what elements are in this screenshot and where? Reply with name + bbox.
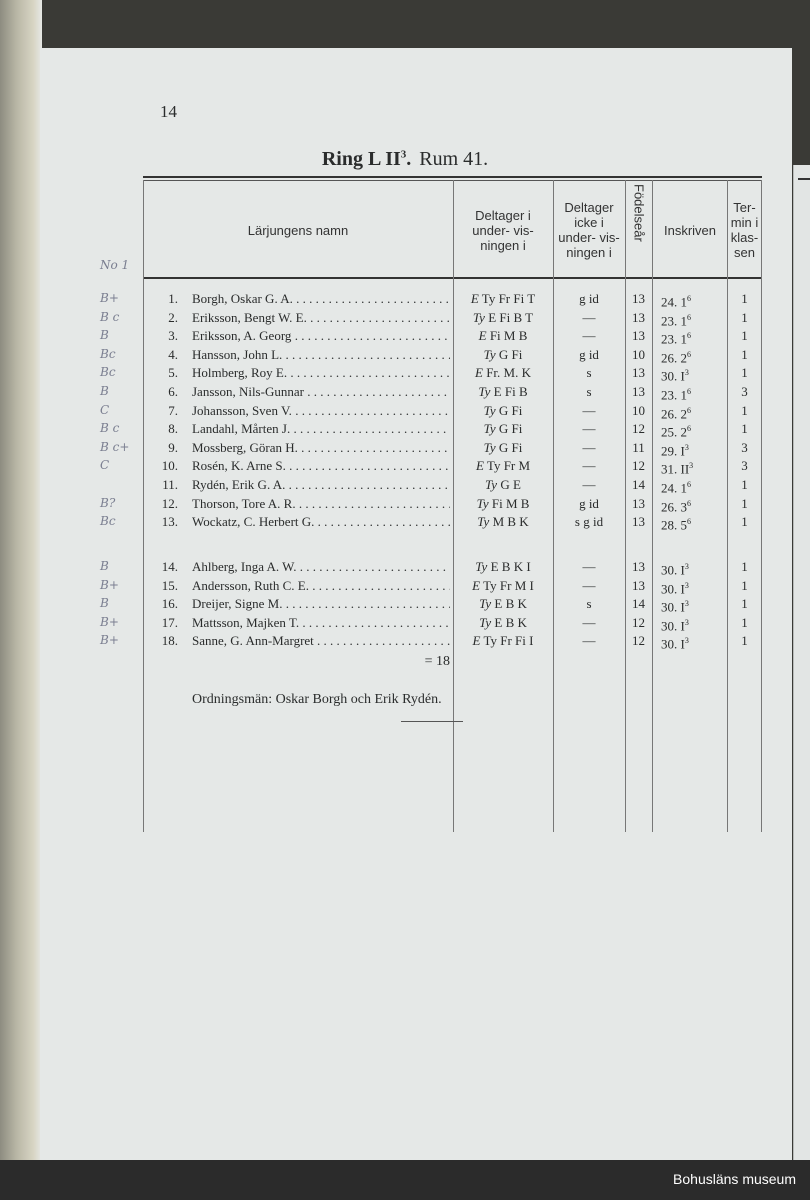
birth-year: 13: [632, 328, 645, 344]
total-count: = 18: [424, 654, 450, 669]
enrolled: 28. $5^6$: [661, 517, 691, 533]
student-table: [143, 176, 762, 832]
enrolled: 30. $I^3$: [661, 617, 689, 634]
student-name: Hansson, John L. . . .: [192, 345, 450, 364]
term: 1: [741, 365, 748, 381]
subjects: Ty Fi M B: [476, 495, 530, 511]
subjects: E Fi M B: [478, 328, 528, 344]
term: 1: [741, 514, 748, 530]
next-page-edge: [793, 165, 810, 1160]
subjects: Ty G E: [485, 477, 521, 492]
term: 1: [741, 328, 748, 344]
student-name: Mattsson, Majken T. . . .: [192, 613, 450, 632]
term: 1: [741, 633, 748, 649]
grade-handwriting: B c: [100, 421, 120, 436]
enrolled: 29. $I^3$: [661, 442, 689, 459]
row-number: 10.: [161, 458, 178, 474]
subjects: E Ty Fr Fi I: [472, 633, 534, 649]
birth-year: 10: [632, 346, 645, 362]
grade-handwriting: B+: [100, 633, 119, 648]
term: 3: [741, 458, 748, 474]
subjects: Ty E B K I: [475, 559, 531, 574]
grade-handwriting: B: [100, 559, 109, 573]
row-number: 18.: [161, 633, 178, 649]
table-row: [143, 494, 762, 513]
excluded-subjects: g id: [579, 495, 599, 511]
birth-year: 13: [632, 309, 645, 325]
student-name: Thorson, Tore A. R. . . .: [192, 494, 450, 513]
table-row: [143, 382, 762, 401]
excluded-subjects: —: [582, 614, 596, 630]
enrolled: 24. $1^6$: [661, 294, 691, 310]
student-name: Dreijer, Signe M. . . .: [192, 594, 450, 613]
table-row: [143, 401, 762, 420]
student-name: Holmberg, Roy E. . . .: [192, 363, 450, 382]
table-row: [143, 576, 762, 595]
excluded-subjects: s g id: [574, 514, 604, 530]
term: 3: [741, 439, 748, 455]
term: 1: [741, 291, 748, 306]
subjects: E Ty Fr M: [475, 458, 531, 474]
term: 3: [741, 384, 748, 399]
excluded-subjects: —: [582, 458, 596, 474]
row-number: 14.: [161, 559, 178, 574]
term: 1: [741, 559, 748, 574]
enrolled: 30. $I^3$: [661, 562, 689, 578]
table-row: [143, 613, 762, 632]
table-row: [143, 631, 762, 650]
birth-year: 14: [632, 596, 645, 612]
birth-year: 11: [632, 439, 645, 455]
enrolled: 26. $2^6$: [661, 349, 691, 366]
museum-credit: Bohusläns museum: [673, 1171, 796, 1187]
birth-year: 13: [632, 559, 645, 574]
enrolled: 30. $I^3$: [661, 636, 689, 652]
row-number: 2.: [168, 309, 178, 325]
grade-handwriting: Bc: [100, 514, 116, 529]
excluded-subjects: s: [586, 596, 592, 612]
enrolled: 23. $1^6$: [661, 312, 691, 328]
row-number: 16.: [161, 596, 178, 612]
student-name: Landahl, Mårten J. . . .: [192, 419, 450, 438]
subjects: Ty G Fi: [483, 439, 523, 455]
student-name: Rydén, Erik G. A. . . .: [192, 475, 450, 494]
enrolled: 26. $2^6$: [661, 405, 691, 421]
table-row: [143, 512, 762, 531]
student-name: Ahlberg, Inga A. W. . . .: [192, 557, 450, 576]
row-number: 17.: [161, 614, 178, 630]
grade-handwriting: B c: [100, 309, 120, 324]
book-spine: [0, 0, 42, 1160]
row-number: 7.: [168, 402, 178, 418]
table-row: [143, 363, 762, 382]
subjects: Ty M B K: [477, 514, 529, 530]
term: 1: [741, 596, 748, 612]
table-row: [143, 475, 762, 494]
row-number: 1.: [168, 291, 178, 306]
enrolled: 30. $I^3$: [661, 599, 689, 615]
student-name: Sanne, G. Ann-Margret . . .: [192, 631, 450, 650]
row-number: 8.: [168, 421, 178, 437]
enrolled: 26. $3^6$: [661, 498, 691, 514]
enrolled: 23. $1^6$: [661, 387, 691, 403]
student-name: Andersson, Ruth C. E. . . .: [192, 576, 450, 595]
table-row: [143, 308, 762, 327]
birth-year: 13: [632, 365, 645, 381]
header-name: Lärjungens namn: [247, 222, 349, 238]
excluded-subjects: s: [586, 384, 592, 399]
subjects: Ty G Fi: [483, 346, 523, 362]
excluded-subjects: s: [586, 365, 592, 381]
term: 1: [741, 346, 748, 362]
excluded-subjects: —: [582, 477, 596, 492]
excluded-subjects: —: [582, 328, 596, 344]
student-name: Jansson, Nils-Gunnar . . .: [192, 382, 450, 401]
page-number: 14: [160, 102, 177, 121]
birth-year: 12: [632, 458, 645, 474]
subjects: Ty E Fi B: [478, 384, 528, 399]
header-participates: Deltager i under- vis- ningen i: [472, 207, 534, 253]
table-row: [143, 289, 762, 308]
student-name: Rosén, K. Arne S. . . .: [192, 456, 450, 475]
subjects: E Ty Fr Fi T: [470, 291, 536, 306]
birth-year: 13: [632, 577, 645, 593]
table-row: [143, 557, 762, 576]
footer-bar: [0, 1160, 810, 1200]
row-number: 4.: [168, 346, 178, 362]
grade-handwriting: B+: [100, 577, 119, 592]
enrolled: 25. $2^6$: [661, 424, 691, 440]
table-row: [143, 419, 762, 438]
birth-year: 12: [632, 614, 645, 630]
term: 1: [741, 614, 748, 630]
subjects: Ty G Fi: [483, 421, 523, 437]
excluded-subjects: g id: [579, 346, 599, 362]
birth-year: 12: [632, 633, 645, 649]
monitors-note: Ordningsmän: Oskar Borgh och Erik Rydén.: [192, 692, 442, 707]
birth-year: 13: [632, 384, 645, 399]
subjects: Ty E Fi B T: [472, 309, 534, 325]
row-number: 11.: [162, 477, 178, 492]
birth-year: 14: [632, 477, 645, 492]
grade-handwriting: C: [100, 402, 110, 417]
grade-handwriting: B: [100, 328, 109, 343]
table-row: [143, 594, 762, 613]
student-name: Eriksson, A. Georg . . .: [192, 326, 450, 345]
grade-handwriting: B?: [100, 495, 116, 510]
margin-header-handwriting: No 1: [100, 258, 130, 272]
term: 1: [741, 477, 748, 492]
row-number: 3.: [168, 328, 178, 344]
birth-year: 13: [632, 514, 645, 530]
excluded-subjects: —: [582, 309, 596, 325]
student-name: Borgh, Oskar G. A. . . .: [192, 289, 450, 308]
header-not-participates: Deltager icke i under- vis- ningen i: [558, 200, 620, 260]
student-name: Johansson, Sven V. . . .: [192, 401, 450, 420]
subjects: E Ty Fr M I: [472, 577, 534, 593]
student-name: Mossberg, Göran H. . . .: [192, 438, 450, 457]
grade-handwriting: Bc: [100, 365, 116, 380]
enrolled: 31. $II^3$: [661, 461, 694, 477]
enrolled: 30. $I^3$: [661, 368, 689, 384]
header-term: Ter- min i klas- sen: [730, 200, 759, 260]
subjects: E Fr. M. K: [475, 365, 531, 381]
table-row: [143, 456, 762, 475]
header-enrolled: Inskriven: [663, 222, 717, 238]
grade-handwriting: B c+: [100, 439, 130, 454]
excluded-subjects: —: [582, 633, 596, 649]
header-birth-year: Födelseår: [631, 184, 647, 242]
group-separator: [401, 721, 463, 722]
room-label: Rum 41.: [419, 148, 489, 170]
table-row: [143, 345, 762, 364]
birth-year: 13: [632, 291, 645, 306]
term: 1: [741, 577, 748, 593]
page-title: [0, 148, 810, 171]
enrolled: 24. $1^6$: [661, 480, 691, 496]
grade-handwriting: B+: [100, 291, 119, 305]
subjects: Ty E B K: [479, 596, 527, 612]
term: 1: [741, 402, 748, 418]
row-number: 5.: [168, 365, 178, 381]
excluded-subjects: —: [582, 402, 596, 418]
birth-year: 10: [632, 402, 645, 418]
excluded-subjects: —: [582, 577, 596, 593]
excluded-subjects: —: [582, 439, 596, 455]
student-name: Eriksson, Bengt W. E. . . .: [192, 308, 450, 327]
excluded-subjects: g id: [579, 291, 599, 306]
grade-handwriting: B: [100, 596, 109, 611]
term: 1: [741, 495, 748, 511]
row-number: 13.: [161, 514, 178, 530]
birth-year: 13: [632, 495, 645, 511]
table-row: [143, 326, 762, 345]
table-row: [143, 438, 762, 457]
row-number: 12.: [161, 495, 178, 511]
subjects: Ty E B K: [479, 614, 527, 630]
grade-handwriting: B: [100, 384, 109, 398]
grade-handwriting: B+: [100, 614, 119, 629]
enrolled: 30. $I^3$: [661, 580, 689, 596]
excluded-subjects: —: [582, 559, 596, 574]
excluded-subjects: —: [582, 421, 596, 437]
row-number: 6.: [168, 384, 178, 399]
grade-handwriting: C: [100, 458, 110, 473]
grade-handwriting: Bc: [100, 346, 116, 361]
term: 1: [741, 421, 748, 437]
ring-label: Ring L $II^3$.: [321, 148, 412, 170]
row-number: 15.: [161, 577, 178, 593]
term: 1: [741, 309, 748, 325]
enrolled: 23. $1^6$: [661, 331, 691, 347]
row-number: 9.: [168, 439, 178, 455]
subjects: Ty G Fi: [483, 402, 523, 418]
student-name: Wockatz, C. Herbert G. . . .: [192, 512, 450, 531]
birth-year: 12: [632, 421, 645, 437]
